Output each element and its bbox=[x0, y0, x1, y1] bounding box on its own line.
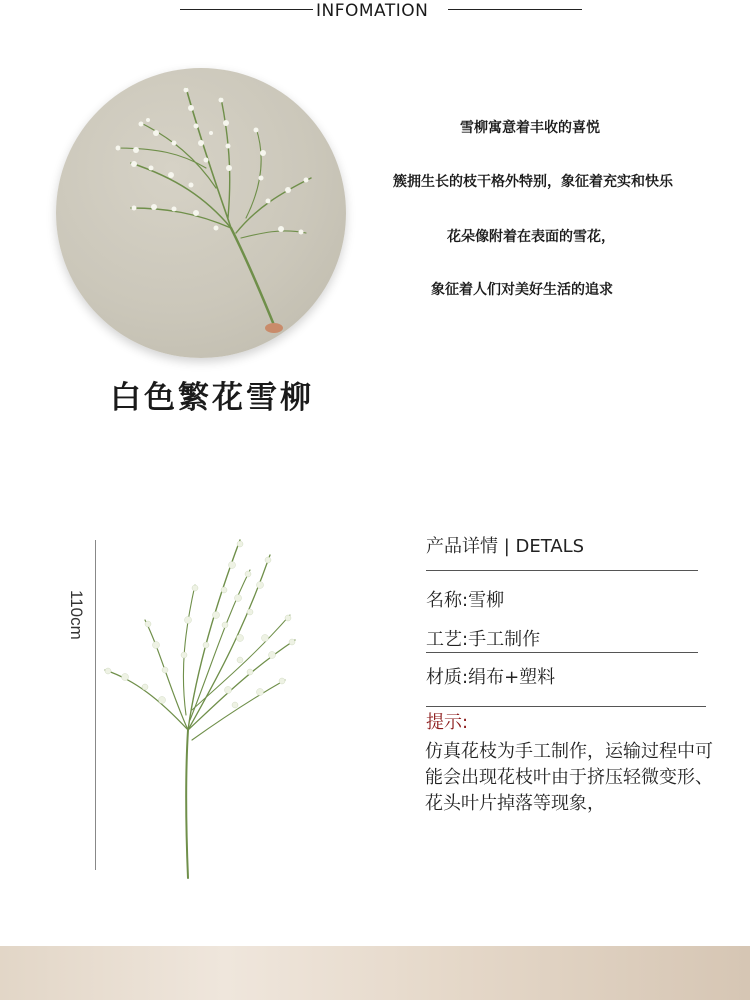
branch-full-illustration bbox=[100, 530, 310, 880]
details-divider-3 bbox=[426, 706, 706, 707]
description-line-3: 花朵像附着在表面的雪花， bbox=[447, 229, 615, 245]
height-dimension-label: 110cm bbox=[67, 590, 86, 640]
header-rule-right bbox=[448, 9, 582, 10]
details-heading: 产品详情 | DETALS bbox=[426, 536, 585, 557]
product-name: 白色繁花雪柳 bbox=[110, 380, 314, 416]
description-line-1: 雪柳寓意着丰收的喜悦 bbox=[460, 120, 600, 136]
description-line-2: 簇拥生长的枝干格外特别，象征着充实和快乐 bbox=[393, 174, 673, 190]
branch-illustration bbox=[56, 68, 346, 358]
tip-text: 仿真花枝为手工制作，运输过程中可能会出现花枝叶由于挤压轻微变形、花头叶片掉落等现象， bbox=[425, 741, 713, 814]
description-line-4: 象征着人们对美好生活的追求 bbox=[431, 282, 613, 298]
product-photo bbox=[56, 68, 346, 358]
tip-label: 提示: bbox=[426, 712, 469, 733]
spec-material: 材质:绢布+塑料 bbox=[426, 667, 556, 688]
bottom-photo-strip bbox=[0, 946, 750, 1000]
details-divider-2 bbox=[426, 652, 698, 653]
spec-name: 名称:雪柳 bbox=[426, 590, 505, 611]
spec-craft: 工艺:手工制作 bbox=[426, 629, 541, 650]
details-divider-1 bbox=[426, 570, 698, 571]
header-rule-left bbox=[180, 9, 313, 10]
height-dimension-line bbox=[95, 540, 96, 870]
section-title: INFOMATION bbox=[316, 1, 429, 21]
